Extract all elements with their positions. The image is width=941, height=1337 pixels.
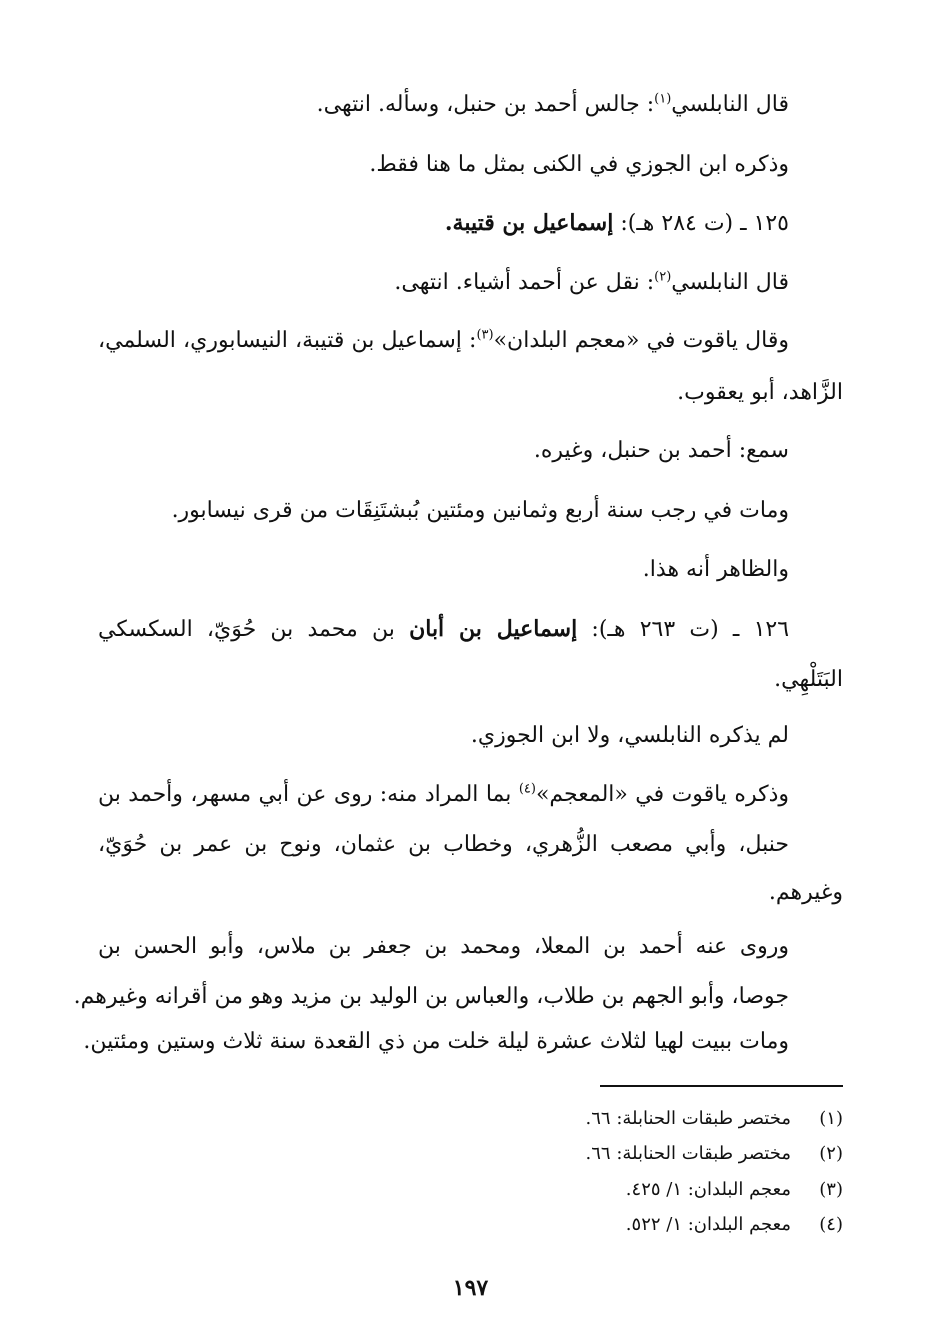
body-line-6: الزَّاهد، أبو يعقوب.: [677, 380, 843, 405]
footnote-ref[interactable]: (١): [654, 91, 672, 107]
line-text: قال النابلسي: [671, 92, 789, 117]
entry-name: إسماعيل بن أبان: [409, 616, 578, 642]
body-line-18: ومات ببيت لهيا لثلاث عشرة ليلة خلت من ذي القعدة سنة ثلاث وستين ومئتين.: [83, 1029, 789, 1054]
page-number: ١٩٧: [452, 1275, 489, 1301]
body-line-14: حنبل، وأبي مصعب الزُّهري، وخطاب بن عثمان، ونوح بن عمر بن حُوَيّ،: [98, 832, 789, 857]
footnote-4: [626, 1212, 843, 1238]
body-line-16: وروى عنه أحمد بن المعلا، ومحمد بن جعفر بن ملاس، وأبو الحسن بن: [98, 934, 789, 959]
body-line-11: البَتَلْهِي.: [774, 667, 843, 692]
footnote-2: [586, 1141, 843, 1167]
line-text: بن محمد بن حُوَيّ، السكسكي: [98, 617, 410, 642]
footnote-ref[interactable]: (٤): [518, 781, 536, 797]
line-text: بما المراد منه: روى عن أبي مسهر، وأحمد بن: [98, 782, 519, 807]
entry-number: ١٢٦ ـ (ت ٢٦٣ هـ):: [577, 617, 790, 642]
footnote-number: (١): [819, 1108, 843, 1129]
footnote-number: (٣): [819, 1179, 843, 1200]
body-line-4: [394, 268, 789, 298]
body-line-15: وغيرهم.: [768, 880, 843, 905]
entry-heading-126: [98, 614, 789, 645]
line-text: : إسماعيل بن قتيبة، النيسابوري، السلمي،: [98, 328, 477, 353]
entry-number: ١٢٥ ـ (ت ٢٨٤ هـ):: [613, 211, 789, 236]
footnote-text: مختصر طبقات الحنابلة: ٦٦.: [585, 1143, 791, 1164]
entry-name: إسماعيل بن قتيبة.: [444, 210, 614, 236]
line-text: قال النابلسي: [671, 270, 789, 295]
footnote-text: معجم البلدان: ١/ ٥٢٢.: [625, 1214, 791, 1235]
body-line-9: والظاهر أنه هذا.: [642, 557, 789, 582]
footnote-ref[interactable]: (٢): [654, 269, 672, 285]
footnote-text: معجم البلدان: ١/ ٤٢٥.: [625, 1179, 791, 1200]
body-line-13: [98, 780, 789, 810]
line-text: : جالس أحمد بن حنبل، وسأله. انتهى.: [316, 92, 655, 117]
line-text: : نقل عن أحمد أشياء. انتهى.: [394, 270, 655, 295]
footnote-1: [586, 1106, 843, 1132]
body-line-1: [317, 90, 789, 120]
footnote-separator: [600, 1085, 843, 1087]
body-line-12: لم يذكره النابلسي، ولا ابن الجوزي.: [470, 723, 789, 748]
line-text: وقال ياقوت في «معجم البلدان»: [493, 328, 789, 353]
body-line-8: ومات في رجب سنة أربع وثمانين ومئتين بُبشتَنِقَات من قرى نيسابور.: [171, 498, 789, 523]
footnote-text: مختصر طبقات الحنابلة: ٦٦.: [585, 1108, 791, 1129]
line-text: وذكره ياقوت في «المعجم»: [535, 782, 789, 807]
footnote-number: (٢): [819, 1143, 843, 1164]
body-line-2: وذكره ابن الجوزي في الكنى بمثل ما هنا فقط.: [369, 152, 789, 177]
footnote-ref[interactable]: (٣): [476, 327, 494, 343]
footnote-number: (٤): [819, 1214, 843, 1235]
body-line-17: جوصا، وأبو الجهم بن طلاب، والعباس بن الوليد بن مزيد وهو من أقرانه وغيرهم.: [73, 984, 789, 1009]
body-line-7: سمع: أحمد بن حنبل، وغيره.: [533, 438, 789, 463]
footnote-3: [626, 1177, 843, 1203]
body-line-5: [98, 326, 789, 356]
entry-heading-125: [445, 208, 789, 239]
